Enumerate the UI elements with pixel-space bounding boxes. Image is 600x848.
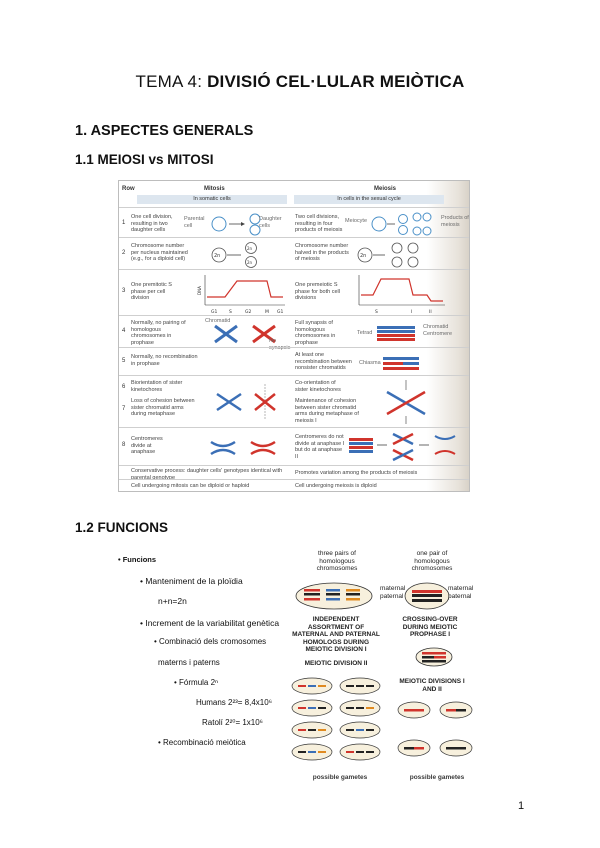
svg-text:DNA: DNA: [197, 286, 202, 295]
left-top-label: three pairs of homologous chromosomes: [316, 550, 358, 572]
meiosis-division-icon: [371, 211, 441, 237]
gametes-left-label: possible gametes: [312, 774, 368, 781]
tetrad-label: Tetrad: [357, 330, 373, 336]
bullet-item: • Fórmula 2ⁿ: [174, 678, 218, 687]
svg-text:2n: 2n: [360, 253, 367, 259]
row-mitosis-text: Normally, no recombination in prophase: [131, 354, 198, 367]
row-number: 6: [122, 384, 126, 390]
bullet-item: • Increment de la variabilitat genètica: [140, 618, 280, 628]
footer-meiosis-text: Cell undergoing meiosis is diploid: [295, 483, 377, 489]
right-parent-cell: [402, 582, 452, 610]
bullet-item: • Combinació dels cromosomes: [154, 637, 267, 646]
svg-text:S: S: [375, 310, 378, 315]
paternal-label: paternal: [448, 593, 472, 600]
svg-text:2n: 2n: [247, 260, 253, 265]
left-parent-cell: [292, 582, 382, 610]
footer-meiosis-text: Promotes variation among the products of meiosis: [295, 470, 418, 476]
table-row: [119, 479, 469, 492]
row-number: 2: [122, 250, 126, 256]
gametes-right-label: possible gametes: [409, 774, 465, 781]
table-row: [119, 269, 469, 316]
svg-text:2n: 2n: [247, 246, 253, 251]
row-number: 1: [122, 220, 126, 226]
svg-text:II: II: [429, 310, 432, 315]
bullet-item: • Manteniment de la ploïdia: [140, 576, 243, 586]
mitosis-2n-icon: [207, 241, 267, 269]
daughter-cells-label: Daughter cells: [259, 216, 282, 229]
meiosis-kinetochore-icon: [381, 380, 431, 424]
paternal-label: paternal: [380, 593, 404, 600]
independent-assortment-label: INDEPENDENT ASSORTMENT OF MATERNAL AND PATERNAL HOMOLOGS DURING MEIOTIC DIVISION I: [292, 616, 380, 653]
row-meiosis-text: Co-orientation of sister kinetochores: [295, 380, 341, 393]
maternal-label: maternal: [448, 585, 474, 592]
title-main: DIVISIÓ CEL·LULAR MEIÒTICA: [207, 72, 465, 91]
row-mitosis-text: One premitotic S phase per cell division: [131, 282, 172, 301]
mitosis-kinetochore-icon: [213, 382, 285, 422]
meiosis-n-icon: [355, 240, 435, 270]
table-row: [119, 315, 469, 351]
bullet-item: • Funcions: [118, 555, 157, 564]
row-number: 4: [122, 328, 126, 334]
section-heading-1: 1. ASPECTES GENERALS: [75, 123, 254, 139]
row-mitosis-text: Loss of cohesion between sister chromatid arms during metaphase: [131, 398, 195, 417]
mitosis-dna-graph: [197, 273, 287, 315]
chiasma-label: Chiasma: [359, 360, 381, 366]
meiocyte-label: Meiocyte: [345, 218, 368, 224]
mitosis-meiosis-table-figure: [118, 180, 470, 492]
bullet-item: materns i paterns: [158, 658, 220, 667]
svg-text:M: M: [265, 310, 269, 315]
right-gametes-grid: [396, 696, 476, 766]
svg-text:G1: G1: [277, 310, 284, 315]
row-number: 7: [122, 406, 126, 412]
title-prefix: TEMA 4:: [135, 72, 208, 91]
svg-text:G2: G2: [245, 310, 252, 315]
right-top-label: one pair of homologous chromosomes: [411, 550, 453, 572]
crossover-cell: [412, 646, 456, 668]
functions-bullet-list: [118, 550, 278, 790]
row-mitosis-text: Chromosome number per nucleus maintained (e.g., for a diploid cell): [131, 243, 188, 262]
meiotic-division-2-label: MEIOTIC DIVISION II: [304, 660, 368, 667]
footer-mitosis-text: Conservative process: daughter cells' genotypes identical with parental genotype: [131, 468, 283, 481]
chiasma-icon: [381, 353, 425, 373]
row-mitosis-text: Biorientation of sister kinetochores: [131, 380, 183, 393]
row-meiosis-text: Chromosome number halved in the products of meiosis: [295, 243, 349, 262]
chromatid-centromere-labels: [423, 324, 467, 337]
table-row: [119, 237, 469, 270]
bullet-item: Ratolí 2²⁰= 1x10⁶: [202, 718, 263, 727]
maternal-label: maternal: [380, 585, 406, 592]
table-row: [119, 207, 469, 238]
products-label: Products of meiosis: [441, 215, 469, 228]
row-meiosis-text: Centromeres do not divide at anaphase I but do at anaphase II: [295, 434, 345, 460]
row-number: 5: [122, 358, 126, 364]
row-meiosis-text: One premeiotic S phase for both cell divisions: [295, 282, 340, 301]
table-sub-meiosis: In cells in the sexual cycle: [294, 195, 444, 204]
crossing-over-label: CROSSING-OVER DURING MEIOTIC PROPHASE I: [402, 616, 458, 638]
bullet-item: Humans 2²³= 8,4x10⁶: [196, 698, 272, 707]
section-heading-1-1: 1.1 MEIOSI vs MITOSI: [75, 152, 214, 167]
bullet-item: n+n=2n: [158, 596, 187, 606]
row-meiosis-text: Full synapsis of homologous chromosomes in prophase: [295, 320, 336, 346]
parental-cell-label: Parental cell: [184, 216, 205, 229]
footer-mitosis-text: Cell undergoing mitosis can be diploid or haploid: [131, 483, 250, 489]
page-number: 1: [518, 800, 525, 812]
row-mitosis-text: Normally, no pairing of homologous chromosomes in prophase: [131, 320, 186, 346]
table-row: [119, 427, 469, 466]
page-title: [0, 72, 600, 92]
row-meiosis-text: Two cell divisions, resulting in four products of meiosis: [295, 214, 343, 233]
meiosis-tetrad-icon: [375, 322, 419, 344]
section-heading-1-2: 1.2 FUNCIONS: [75, 520, 169, 535]
meiosis-anaphase-icon: [347, 430, 467, 464]
no-synapsis-label: No synapsis: [269, 338, 291, 351]
row-number: 8: [122, 442, 126, 448]
centromere-label: Centromere: [423, 330, 453, 337]
row-number: 3: [122, 288, 126, 294]
table-header-mitosis: Mitosis: [204, 186, 225, 192]
svg-text:2n: 2n: [214, 253, 221, 259]
table-sub-mitosis: In somatic cells: [137, 195, 287, 204]
table-row: [119, 465, 469, 480]
svg-text:I: I: [411, 310, 413, 315]
chromatid-label: Chromatid: [423, 324, 449, 330]
table-row: [119, 347, 469, 376]
row-meiosis-text: Maintenance of cohesion between sister chromatid arms during metaphase of meiosis I: [295, 398, 359, 424]
row-mitosis-text: Centromeres divide at anaphase: [131, 436, 163, 455]
svg-text:S: S: [229, 310, 232, 315]
table-row: [119, 375, 469, 428]
row-meiosis-text: At least one recombination between nonsister chromatids: [295, 352, 352, 371]
left-gametes-grid: [290, 676, 386, 772]
row-mitosis-text: One cell division, resulting in two daughter cells: [131, 214, 173, 233]
chromatid-label: Chromatid: [205, 318, 231, 324]
table-header-meiosis: Meiosis: [374, 186, 397, 192]
mitosis-anaphase-icon: [207, 436, 287, 460]
table-header-row: Row: [122, 186, 135, 192]
svg-text:G1: G1: [211, 310, 218, 315]
meiotic-divisions-label: MEIOTIC DIVISIONS I AND II: [399, 678, 465, 693]
meiosis-dna-graph: [351, 273, 447, 315]
bullet-item: • Recombinació meiòtica: [158, 738, 246, 747]
gametes-figure: [290, 548, 480, 786]
